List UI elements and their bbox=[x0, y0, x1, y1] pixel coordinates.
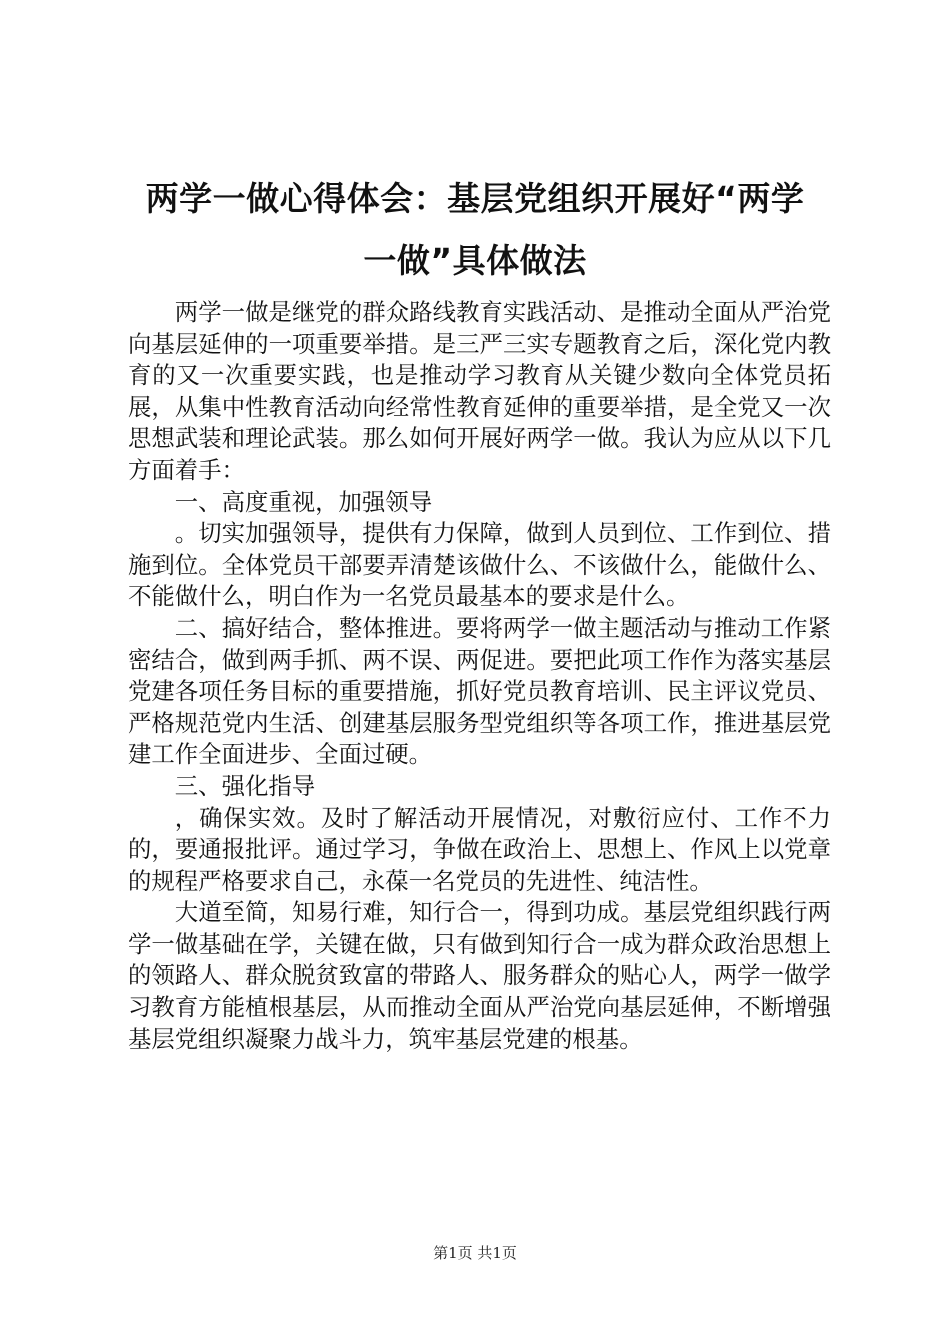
title-line-1: 两学一做心得体会：基层党组织开展好“两学 bbox=[145, 179, 805, 218]
document-title bbox=[120, 168, 830, 292]
section-heading-1: 一、高度重视，加强领导 bbox=[174, 487, 433, 516]
paragraph-section-1: 。切实加强领导，提供有力保障，做到人员到位、工作到位、措施到位。全体党员干部要弄清楚该做什么、不该做什么，能做什么、不能做什么，明白作为一名党员最基本的要求是什么。 bbox=[128, 519, 831, 611]
title-line-2: 一做”具体做法 bbox=[363, 241, 587, 280]
page-footer: 第1页 共1页 bbox=[433, 1244, 517, 1262]
document-body bbox=[128, 297, 831, 1055]
paragraph-intro: 两学一做是继党的群众路线教育实践活动、是推动全面从严治党向基层延伸的一项重要举措。是三严三实专题教育之后，深化党内教育的又一次重要实践，也是推动学习教育从关键少数向全体党员拓展，从集中性教育活动向经常性教育延伸的重要举措，是全党又一次思想武装和理论武装。那么如何开展好两学一做。我认为应从以下几方面着手： bbox=[128, 298, 831, 484]
section-heading-3: 三、强化指导 bbox=[174, 771, 316, 800]
paragraph-section-3: ，确保实效。及时了解活动开展情况，对敷衍应付、工作不力的，要通报批评。通过学习，争做在政治上、思想上、作风上以党章的规程严格要求自己，永葆一名党员的先进性、纯洁性。 bbox=[128, 803, 831, 895]
paragraph-section-2: 二、搞好结合，整体推进。要将两学一做主题活动与推动工作紧密结合，做到两手抓、两不误、两促进。要把此项工作作为落实基层党建各项任务目标的重要措施，抓好党员教育培训、民主评议党员、严格规范党内生活、创建基层服务型党组织等各项工作，推进基层党建工作全面进步、全面过硬。 bbox=[128, 613, 831, 769]
paragraph-conclusion: 大道至简，知易行难，知行合一，得到功成。基层党组织践行两学一做基础在学，关键在做，只有做到知行合一成为群众政治思想上的领路人、群众脱贫致富的带路人、服务群众的贴心人，两学一做学习教育方能植根基层，从而推动全面从严治党向基层延伸，不断增强基层党组织凝聚力战斗力，筑牢基层党建的根基。 bbox=[128, 898, 831, 1053]
